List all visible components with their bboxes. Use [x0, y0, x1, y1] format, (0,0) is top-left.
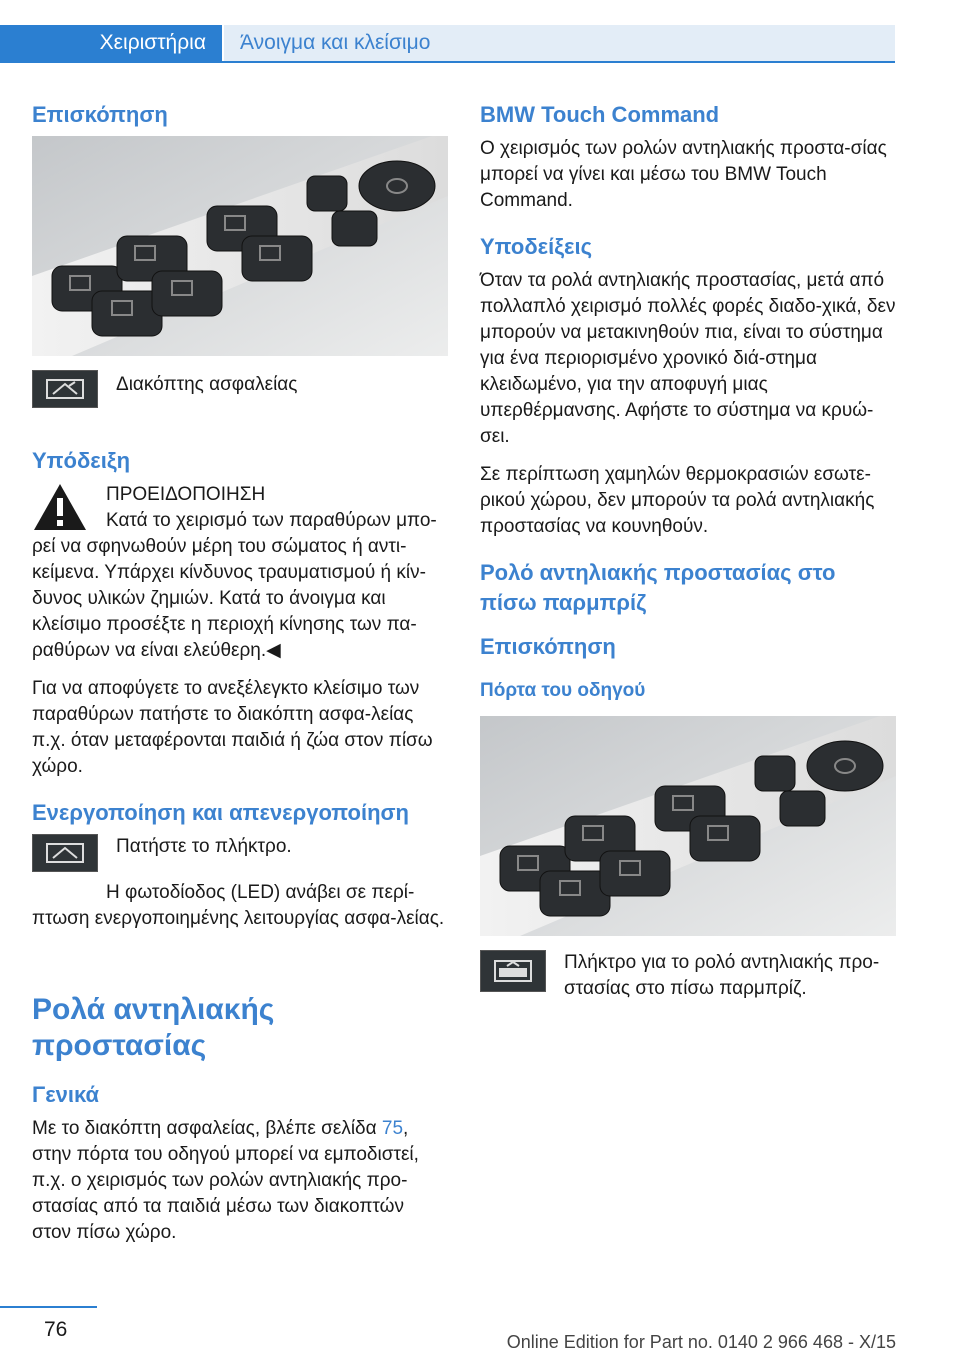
hints-text-2: Σε περίπτωση χαμηλών θερμοκρασιών εσωτε-ρικού χώρου, δεν μπορούν τα ρολά αντηλιακής προστασίας να κουνηθούν. [480, 464, 875, 537]
warning-triangle-icon [32, 482, 88, 532]
warning-title: ΠΡΟΕΙΔΟΠΟΙΗΣΗ [106, 484, 266, 505]
safety-switch-row [32, 370, 448, 408]
rear-sunblind-button-icon [480, 950, 546, 992]
led-text: Η φωτοδίοδος (LED) ανάβει σε περί-πτωση ενεργοποιημένης λειτουργίας ασφα-λείας. [32, 882, 445, 929]
activation-row [32, 834, 448, 872]
driver-door-photo [480, 716, 896, 936]
overview-heading: Επισκόπηση [32, 102, 168, 127]
rear-button-row [480, 950, 896, 1002]
rear-sunblind-heading: Ρολό αντηλιακής προστασίας στο πίσω παρμπρίζ [480, 560, 836, 615]
rear-overview-heading: Επισκόπηση [480, 634, 616, 659]
safety-button-icon [32, 834, 98, 872]
sunblind-heading: Ρολά αντηλιακής προστασίας [32, 993, 275, 1062]
window-switch-photo [32, 136, 448, 356]
hints-text-1: Όταν τα ρολά αντηλιακής προστασίας, μετά από πολλαπλό χειρισμό πολλές φορές διαδο-χικά, δεν μπορούν να μετακινηθούν πια, είναι το σύστημα για ένα περιορισμένο χρονικό διά-στημα κλειδωμένο, για την αποφυγή μιας υπερθέρμανσης. Αφήστε το σύστημα να κρυώ-σει. [480, 270, 896, 447]
driver-door-heading: Πόρτα του οδηγού [480, 680, 646, 701]
safety-switch-icon [32, 370, 98, 408]
activation-heading: Ενεργοποίηση και απενεργοποίηση [32, 800, 409, 825]
general-text-end: , στην πόρτα του οδηγού μπορεί να εμποδιστεί, π.χ. ο χειρισμός των ρολών αντηλιακής προ-στασίας από τα παιδιά μέσω των διακοπτών στον πίσω χώρο. [32, 1118, 419, 1243]
page-75-link[interactable]: 75 [381, 1118, 404, 1139]
edition-text: Online Edition for Part no. 0140 2 966 468 - X/15 [506, 1332, 896, 1352]
footer-rule [0, 1306, 97, 1308]
hints-heading: Υποδείξεις [480, 234, 593, 259]
warning-text: Κατά το χειρισμό των παραθύρων μπο-ρεί να σφηνωθούν μέρη του σώματος ή αντι-κείμενα. Υπάρχει κίνδυνος τραυματισμού ή κίν-δυνος υλικών ζημιών. Κατά το άνοιγμα και κλείσιμο προσέξτε η περιοχή κίνησης των πα-ραθύρων να είναι ελεύθερη.◀ [32, 510, 437, 661]
rear-button-caption: Πλήκτρο για το ρολό αντηλιακής προ-στασίας στο πίσω παρμπρίζ. [564, 952, 880, 999]
page-header [0, 25, 895, 61]
header-rule [0, 61, 895, 63]
general-heading: Γενικά [32, 1082, 100, 1107]
note-paragraph: Για να αποφύγετε το ανεξέλεγκτο κλείσιμο των παραθύρων πατήστε το διακόπτη ασφα-λείας π.χ. όταν μεταφέρονται παιδιά ή ζώα στον πίσω χώρο. [32, 678, 433, 777]
left-column [32, 100, 448, 1258]
page-number: 76 [44, 1318, 68, 1341]
window-switch-illustration [32, 136, 448, 356]
general-text-start: Με το διακόπτη ασφαλείας, βλέπε σελίδα [32, 1118, 382, 1139]
press-button-text: Πατήστε το πλήκτρο. [116, 836, 292, 857]
general-paragraph [32, 1116, 448, 1246]
right-column [480, 100, 896, 1010]
header-tab-section[interactable]: Άνοιγμα και κλείσιμο [224, 25, 895, 61]
touch-command-text: Ο χειρισμός των ρολών αντηλιακής προστα-σίας μπορεί να γίνει και μέσω του BMW Touch Command. [480, 138, 887, 211]
note-heading: Υπόδειξη [32, 448, 131, 473]
touch-command-heading: BMW Touch Command [480, 102, 720, 127]
safety-switch-caption: Διακόπτης ασφαλείας [116, 374, 298, 395]
header-tab-controls[interactable]: Χειριστήρια [0, 25, 222, 61]
driver-door-switch-illustration [480, 716, 896, 936]
